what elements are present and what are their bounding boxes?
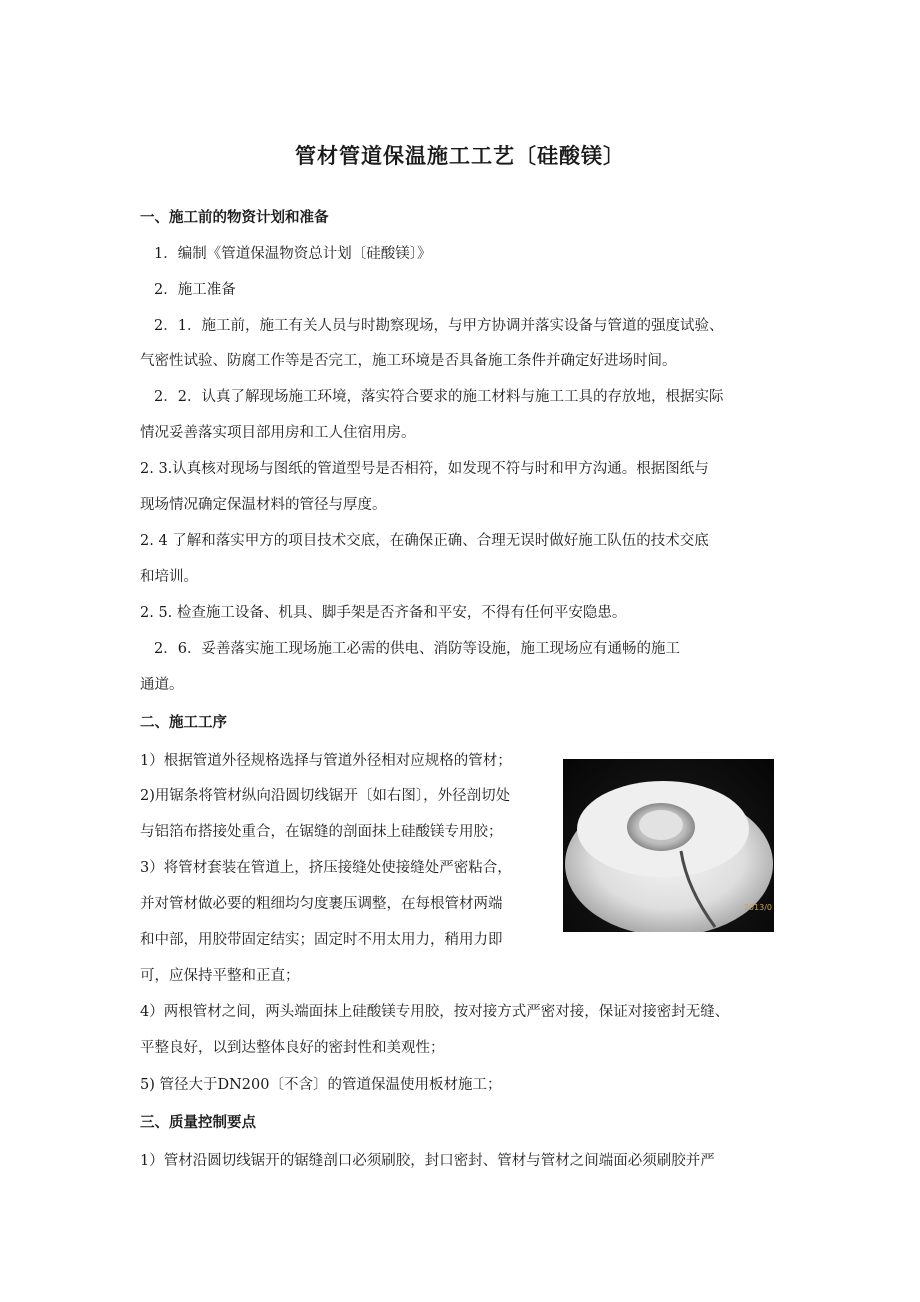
page-title: 管材管道保温施工工艺〔硅酸镁〕: [295, 144, 625, 168]
paragraph-line: 1）根据管道外径规格选择与管道外径相对应规格的管材；: [140, 753, 512, 769]
paragraph-line: 可，应保持平整和正直；: [140, 968, 300, 984]
paragraph-line: 和培训。: [140, 569, 198, 585]
paragraph-line: 平整良好，以到达整体良好的密封性和美观性；: [140, 1040, 445, 1056]
insulation-roll-illustration: [563, 759, 774, 932]
paragraph-line: 1．编制《管道保温物资总计划〔硅酸镁〕》: [154, 246, 432, 262]
paragraph-line: 3）将管材套装在管道上，挤压接缝处使接缝处严密粘合，: [140, 860, 512, 876]
paragraph-line: 2. 5. 检查施工设备、机具、脚手架是否齐备和平安，不得有任何平安隐患。: [140, 605, 627, 621]
paragraph-line: 2)用锯条将管材纵向沿圆切线锯开〔如右图〕，外径剖切处: [140, 788, 511, 804]
section-heading: 二、施工工序: [140, 715, 227, 731]
paragraph-line: 2．1．施工前，施工有关人员与时勘察现场，与甲方协调并落实设备与管道的强度试验、: [154, 318, 724, 334]
paragraph-line: 2．6．妥善落实施工现场施工必需的供电、消防等设施，施工现场应有通畅的施工: [154, 641, 680, 657]
paragraph-line: 2. 4 了解和落实甲方的项目技术交底，在确保正确、合理无误时做好施工队伍的技术交底: [140, 533, 709, 549]
paragraph-line: 通道。: [140, 677, 184, 693]
paragraph-line: 并对管材做必要的粗细均匀度裹压调整，在每根管材两端: [140, 896, 503, 912]
paragraph-line: 和中部，用胶带固定结实；固定时不用太用力，稍用力即: [140, 932, 503, 948]
paragraph-line: 气密性试验、防腐工作等是否完工，施工环境是否具备施工条件并确定好进场时间。: [140, 353, 677, 369]
section-heading: 三、质量控制要点: [140, 1115, 256, 1131]
paragraph-line: 5) 管径大于DN200〔不含〕的管道保温使用板材施工；: [140, 1077, 502, 1093]
paragraph-line: 与铝箔布搭接处重合，在锯缝的剖面抹上硅酸镁专用胶；: [140, 824, 503, 840]
paragraph-line: 2．2．认真了解现场施工环境，落实符合要求的施工材料与施工工具的存放地，根据实际: [154, 389, 724, 405]
section-heading: 一、施工前的物资计划和准备: [140, 210, 329, 226]
paragraph-line: 情况妥善落实项目部用房和工人住宿用房。: [140, 425, 416, 441]
paragraph-line: 2. 3.认真核对现场与图纸的管道型号是否相符，如发现不符与时和甲方沟通。根据图纸与: [140, 461, 709, 477]
paragraph-line: 1）管材沿圆切线锯开的锯缝剖口必须刷胶，封口密封、管材与管材之间端面必须刷胶并严: [140, 1153, 715, 1169]
pipe-insulation-photo: [563, 759, 774, 932]
paragraph-line: 4）两根管材之间，两头端面抹上硅酸镁专用胶，按对接方式严密对接，保证对接密封无缝、: [140, 1004, 730, 1020]
paragraph-line: 现场情况确定保温材料的管径与厚度。: [140, 497, 387, 513]
photo-date-stamp: 2013/0: [743, 903, 772, 912]
paragraph-line: 2．施工准备: [154, 282, 236, 298]
